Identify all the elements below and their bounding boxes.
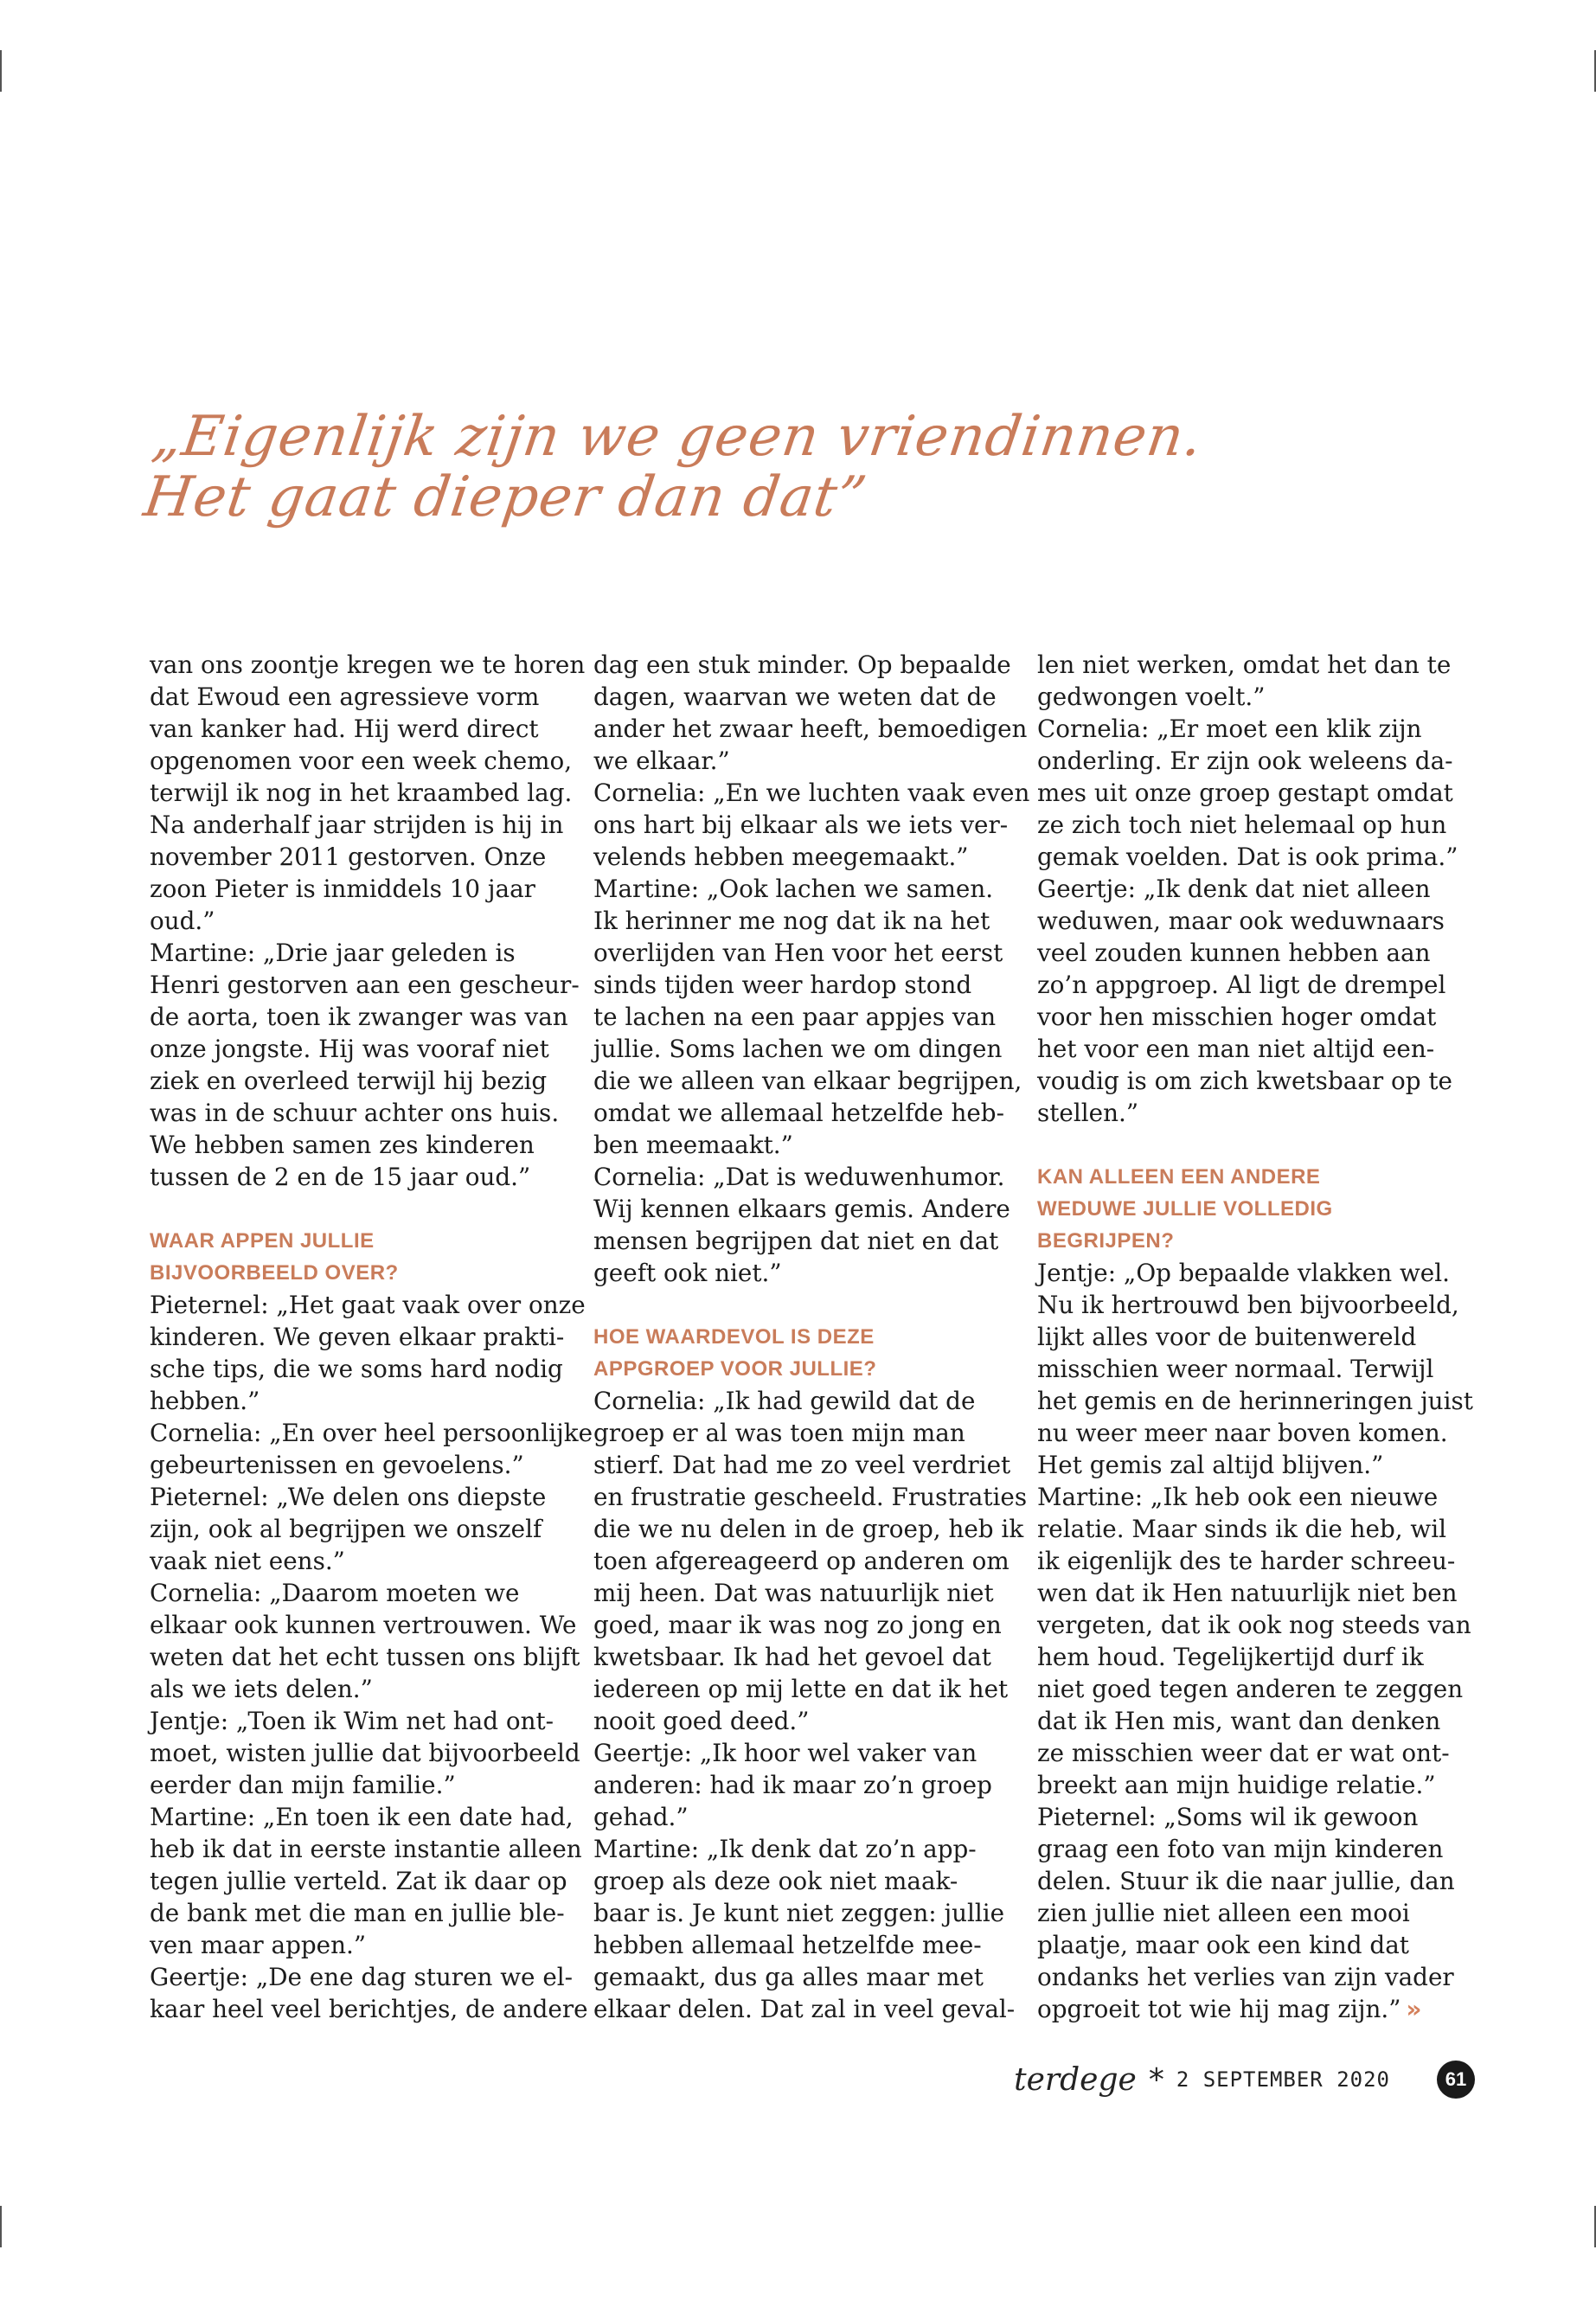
text-line: We hebben samen zes kinderen — [150, 1131, 535, 1159]
text-line: Martine: „Ik denk dat zo’n app- — [593, 1835, 977, 1863]
text-line: het gemis en de herinneringen juist — [1037, 1387, 1473, 1415]
text-line: Pieternel: „Soms wil ik gewoon — [1037, 1803, 1419, 1831]
text-line: graag een foto van mijn kinderen — [1037, 1835, 1444, 1863]
text-line: misschien weer normaal. Terwijl — [1037, 1355, 1434, 1383]
column-3-paragraph-1 — [1037, 649, 1457, 1129]
text-line: ze zich toch niet helemaal op hun — [1037, 811, 1447, 839]
text-line: Pieternel: „Het gaat vaak over onze — [150, 1291, 586, 1319]
text-line: Martine: „Drie jaar geleden is — [150, 939, 516, 967]
text-line: Ik herinner me nog dat ik na het — [593, 907, 990, 935]
issue-date: 2 SEPTEMBER 2020 — [1176, 2067, 1390, 2092]
text-line: dag een stuk minder. Op bepaalde — [593, 651, 1011, 679]
text-line: Cornelia: „En over heel persoonlijke — [150, 1419, 593, 1447]
text-line: was in de schuur achter ons huis. — [150, 1099, 560, 1127]
text-line: zien jullie niet alleen een mooi — [1037, 1899, 1410, 1927]
pull-quote — [139, 405, 1207, 529]
section-heading-waar-appen — [150, 1225, 569, 1289]
text-line: heb ik dat in eerste instantie alleen — [150, 1835, 582, 1863]
text-line: die we nu delen in de groep, heb ik — [593, 1515, 1024, 1543]
text-line: mes uit onze groep gestapt omdat — [1037, 779, 1453, 807]
text-line: mensen begrijpen dat niet en dat — [593, 1227, 999, 1255]
column-1-paragraph-2 — [150, 1289, 593, 2025]
text-line: als we iets delen.” — [150, 1675, 373, 1703]
text-line: weduwen, maar ook weduwnaars — [1037, 907, 1445, 935]
text-line: dat Ewoud een agressieve vorm — [150, 683, 540, 711]
text-line: overlijden van Hen voor het eerst — [593, 939, 1003, 967]
article-column-3 — [1037, 649, 1473, 2025]
text-line: ander het zwaar heeft, bemoedigen — [593, 715, 1028, 743]
text-line: Henri gestorven aan een gescheur- — [150, 971, 580, 999]
text-line: Martine: „En toen ik een date had, — [150, 1803, 574, 1831]
text-line: kinderen. We geven elkaar prakti- — [150, 1323, 565, 1351]
text-line: ziek en overleed terwijl hij bezig — [150, 1067, 548, 1095]
text-line: iedereen op mij lette en dat ik het — [593, 1675, 1009, 1703]
text-line: Cornelia: „En we luchten vaak even — [593, 779, 1030, 807]
text-line: de bank met die man en jullie ble- — [150, 1899, 565, 1927]
text-line: ik eigenlijk des te harder schreeu- — [1037, 1547, 1456, 1575]
text-line: hebben.” — [150, 1387, 260, 1415]
text-line: niet goed tegen anderen te zeggen — [1037, 1675, 1464, 1703]
text-line: zijn, ook al begrijpen we onszelf — [150, 1515, 542, 1543]
pull-quote-line-1: „Eigenlijk zijn we geen vriendinnen. — [148, 405, 1207, 469]
text-line: stierf. Dat had me zo veel verdriet — [593, 1451, 1011, 1479]
text-line: oud.” — [150, 907, 215, 935]
text-line: Geertje: „De ene dag sturen we el- — [150, 1963, 574, 1991]
text-line: groep er al was toen mijn man — [593, 1419, 965, 1447]
text-line: breekt aan mijn huidige relatie.” — [1037, 1771, 1436, 1799]
text-line: goed, maar ik was nog zo jong en — [593, 1611, 1002, 1639]
text-line: geeft ook niet.” — [593, 1259, 782, 1287]
text-line: opgroeit tot wie hij mag zijn.” » — [1037, 1995, 1422, 2023]
text-line: kwetsbaar. Ik had het gevoel dat — [593, 1643, 991, 1671]
text-line: Na anderhalf jaar strijden is hij in — [150, 811, 564, 839]
text-line: van ons zoontje kregen we te horen — [150, 651, 586, 679]
text-line: HOE WAARDEVOL IS DEZE — [593, 1325, 875, 1349]
crop-mark-top-left — [0, 50, 2, 92]
text-line: gebeurtenissen en gevoelens.” — [150, 1451, 524, 1479]
text-line: Martine: „Ik heb ook een nieuwe — [1037, 1483, 1439, 1511]
text-line: BIJVOORBEELD OVER? — [150, 1261, 399, 1285]
text-line: onze jongste. Hij was vooraf niet — [150, 1035, 549, 1063]
pull-quote-line-2: Het gaat dieper dan dat” — [139, 465, 871, 529]
text-line: hem houd. Tegelijkertijd durf ik — [1037, 1643, 1424, 1671]
text-line: en frustratie gescheeld. Frustraties — [593, 1483, 1028, 1511]
text-line: velends hebben meegemaakt.” — [593, 843, 969, 871]
text-line: delen. Stuur ik die naar jullie, dan — [1037, 1867, 1455, 1895]
section-heading-kan-alleen — [1037, 1161, 1457, 1257]
text-line: opgenomen voor een week chemo, — [150, 747, 573, 775]
text-line: we elkaar.” — [593, 747, 730, 775]
text-line: veel zouden kunnen hebben aan — [1037, 939, 1431, 967]
asterisk-icon: * — [1148, 2061, 1164, 2098]
text-line: onderling. Er zijn ook weleens da- — [1037, 747, 1453, 775]
text-line: hebben allemaal hetzelfde mee- — [593, 1931, 982, 1959]
text-line: sche tips, die we soms hard nodig — [150, 1355, 563, 1383]
text-line: APPGROEP VOOR JULLIE? — [593, 1357, 877, 1381]
text-line: zo’n appgroep. Al ligt de drempel — [1037, 971, 1446, 999]
text-line: Martine: „Ook lachen we samen. — [593, 875, 994, 903]
text-line: omdat we allemaal hetzelfde heb- — [593, 1099, 1004, 1127]
text-line: lijkt alles voor de buitenwereld — [1037, 1323, 1417, 1351]
text-line: het voor een man niet altijd een- — [1037, 1035, 1435, 1063]
text-line: gedwongen voelt.” — [1037, 683, 1266, 711]
text-line: WEDUWE JULLIE VOLLEDIG — [1037, 1197, 1333, 1221]
column-1-paragraph-1 — [150, 649, 586, 1193]
text-line: de aorta, toen ik zwanger was van — [150, 1003, 568, 1031]
text-line: plaatje, maar ook een kind dat — [1037, 1931, 1409, 1959]
text-line: len niet werken, omdat het dan te — [1037, 651, 1452, 679]
text-line: Pieternel: „We delen ons diepste — [150, 1483, 547, 1511]
text-line: toen afgereageerd op anderen om — [593, 1547, 1010, 1575]
brand-logo: terdege — [1014, 2061, 1137, 2098]
text-line: jullie. Soms lachen we om dingen — [593, 1035, 1003, 1063]
text-line: KAN ALLEEN EEN ANDERE — [1037, 1165, 1321, 1189]
continue-arrow-icon: » — [1406, 1995, 1422, 2023]
text-line: van kanker had. Hij werd direct — [150, 715, 539, 743]
text-line: ondanks het verlies van zijn vader — [1037, 1963, 1454, 1991]
text-line: dat ik Hen mis, want dan denken — [1037, 1707, 1441, 1735]
crop-mark-bottom-left — [0, 2206, 2, 2247]
text-line: Jentje: „Toen ik Wim net had ont- — [150, 1707, 554, 1735]
text-line: BEGRIJPEN? — [1037, 1229, 1175, 1253]
text-line: ze misschien weer dat er wat ont- — [1037, 1739, 1450, 1767]
text-line: mij heen. Dat was natuurlijk niet — [593, 1579, 994, 1607]
text-line: gehad.” — [593, 1803, 689, 1831]
text-line: Nu ik hertrouwd ben bijvoorbeeld, — [1037, 1291, 1459, 1319]
text-line: wen dat ik Hen natuurlijk niet ben — [1037, 1579, 1458, 1607]
column-2-paragraph-1 — [593, 649, 1030, 1289]
text-line: november 2011 gestorven. Onze — [150, 843, 547, 871]
text-line: WAAR APPEN JULLIE — [150, 1229, 375, 1253]
section-heading-hoe-waardevol — [593, 1321, 1013, 1385]
text-line: die we alleen van elkaar begrijpen, — [593, 1067, 1022, 1095]
page-footer — [1014, 2055, 1475, 2104]
text-line: gemaakt, dus ga alles maar met — [593, 1963, 984, 1991]
text-line: tussen de 2 en de 15 jaar oud.” — [150, 1163, 531, 1191]
text-line: Cornelia: „Ik had gewild dat de — [593, 1387, 976, 1415]
text-line: groep als deze ook niet maak- — [593, 1867, 958, 1895]
text-line: Geertje: „Ik hoor wel vaker van — [593, 1739, 977, 1767]
text-line: Jentje: „Op bepaalde vlakken wel. — [1037, 1259, 1450, 1287]
text-line: voor hen misschien hoger omdat — [1037, 1003, 1437, 1031]
text-line: Geertje: „Ik denk dat niet alleen — [1037, 875, 1431, 903]
text-line: gemak voelden. Dat is ook prima.” — [1037, 843, 1458, 871]
text-line: anderen: had ik maar zo’n groep — [593, 1771, 992, 1799]
article-column-2 — [593, 649, 1030, 2025]
text-line: baar is. Je kunt niet zeggen: jullie — [593, 1899, 1005, 1927]
text-line: tegen jullie verteld. Zat ik daar op — [150, 1867, 567, 1895]
text-line: moet, wisten jullie dat bijvoorbeeld — [150, 1739, 580, 1767]
text-line: kaar heel veel berichtjes, de andere — [150, 1995, 588, 2023]
text-line: eerder dan mijn familie.” — [150, 1771, 456, 1799]
column-3-paragraph-2 — [1037, 1257, 1473, 2025]
text-line: vaak niet eens.” — [150, 1547, 345, 1575]
article-column-1 — [150, 649, 593, 2025]
text-line: Cornelia: „Daarom moeten we — [150, 1579, 520, 1607]
text-line: ven maar appen.” — [150, 1931, 367, 1959]
text-line: ben meemaakt.” — [593, 1131, 793, 1159]
text-line: zoon Pieter is inmiddels 10 jaar — [150, 875, 535, 903]
text-line: elkaar delen. Dat zal in veel geval- — [593, 1995, 1016, 2023]
column-2-paragraph-2 — [593, 1385, 1028, 2025]
text-line: te lachen na een paar appjes van — [593, 1003, 997, 1031]
text-line: terwijl ik nog in het kraambed lag. — [150, 779, 573, 807]
text-line: sinds tijden weer hardop stond — [593, 971, 972, 999]
text-line: Het gemis zal altijd blijven.” — [1037, 1451, 1384, 1479]
text-line: vergeten, dat ik ook nog steeds van — [1037, 1611, 1471, 1639]
text-line: Cornelia: „Dat is weduwenhumor. — [593, 1163, 1005, 1191]
text-line: ons hart bij elkaar als we iets ver- — [593, 811, 1009, 839]
text-line: dagen, waarvan we weten dat de — [593, 683, 997, 711]
text-line: nu weer meer naar boven komen. — [1037, 1419, 1448, 1447]
text-line: Wij kennen elkaars gemis. Andere — [593, 1195, 1010, 1223]
text-line: Cornelia: „Er moet een klik zijn — [1037, 715, 1422, 743]
text-line: elkaar ook kunnen vertrouwen. We — [150, 1611, 577, 1639]
text-line: voudig is om zich kwetsbaar op te — [1037, 1067, 1452, 1095]
page-number: 61 — [1437, 2061, 1475, 2099]
text-line: stellen.” — [1037, 1099, 1139, 1127]
text-line: relatie. Maar sinds ik die heb, wil — [1037, 1515, 1446, 1543]
text-line: weten dat het echt tussen ons blijft — [150, 1643, 580, 1671]
text-line: nooit goed deed.” — [593, 1707, 810, 1735]
